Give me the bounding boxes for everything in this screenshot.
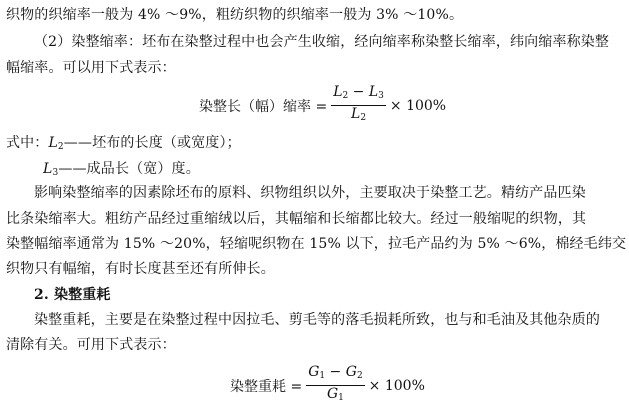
formula-shrinkage (199, 84, 446, 127)
paragraph-weight-loss: 染整重耗，主要是在染整过程中因拉毛、剪毛等的落毛损耗所致，也与和毛油及其他杂质的 (34, 312, 600, 328)
paragraph-line-8: 染整幅缩率通常为 15% ～20%，轻缩呢织物在 15% 以下，拉毛产品约为 5% ～6%，棉经毛纬交 (6, 236, 627, 252)
formula-denominator: $G_1$ (326, 386, 344, 403)
section-heading: 2. 染整重耗 (34, 287, 111, 303)
paragraph-dyeing-shrinkage: （2）染整缩率：坯布在染整过程中也会产生收缩，经向缩率称染整长缩率，纬向缩率称染整 (34, 34, 610, 50)
formula-weight-loss (230, 364, 425, 407)
formula-tail: × 100% (389, 97, 447, 114)
variable-definition-l3: $L_3——$成品长（宽）度。 (43, 161, 200, 178)
formula-denominator: $L_2$ (351, 106, 367, 123)
formula-numerator: $G_1 - G_2$ (306, 364, 364, 386)
formula-lhs: 染整重耗 = (230, 378, 303, 395)
paragraph-line-1: 织物的织缩率一般为 4% ～9%，粗纺织物的织缩率一般为 3% ～10%。 (6, 7, 464, 23)
formula-fraction (306, 364, 364, 407)
formula-fraction (331, 84, 386, 127)
paragraph-line-3: 幅缩率。可以用下式表示： (6, 60, 176, 76)
paragraph-line-9: 织物只有幅缩，有时长度甚至还有所伸长。 (6, 261, 275, 277)
formula-numerator: $L_2 - L_3$ (331, 84, 386, 106)
formula-lhs: 染整长（幅）缩率 = (199, 98, 328, 115)
paragraph-factors: 影响染整缩率的因素除坯布的原料、织物组织以外，主要取决于染整工艺。精纺产品匹染 (34, 185, 586, 201)
paragraph-line-11: 清除有关。可用下式表示： (6, 337, 176, 353)
paragraph-line-7: 比条染缩率大。粗纺产品经过重缩绒以后，其幅缩和长缩都比较大。经过一般缩呢的织物，其 (6, 211, 587, 227)
formula-tail: × 100% (368, 377, 425, 394)
variable-definition-l2: 式中：$L_2——$坯布的长度（或宽度）； (6, 135, 241, 152)
